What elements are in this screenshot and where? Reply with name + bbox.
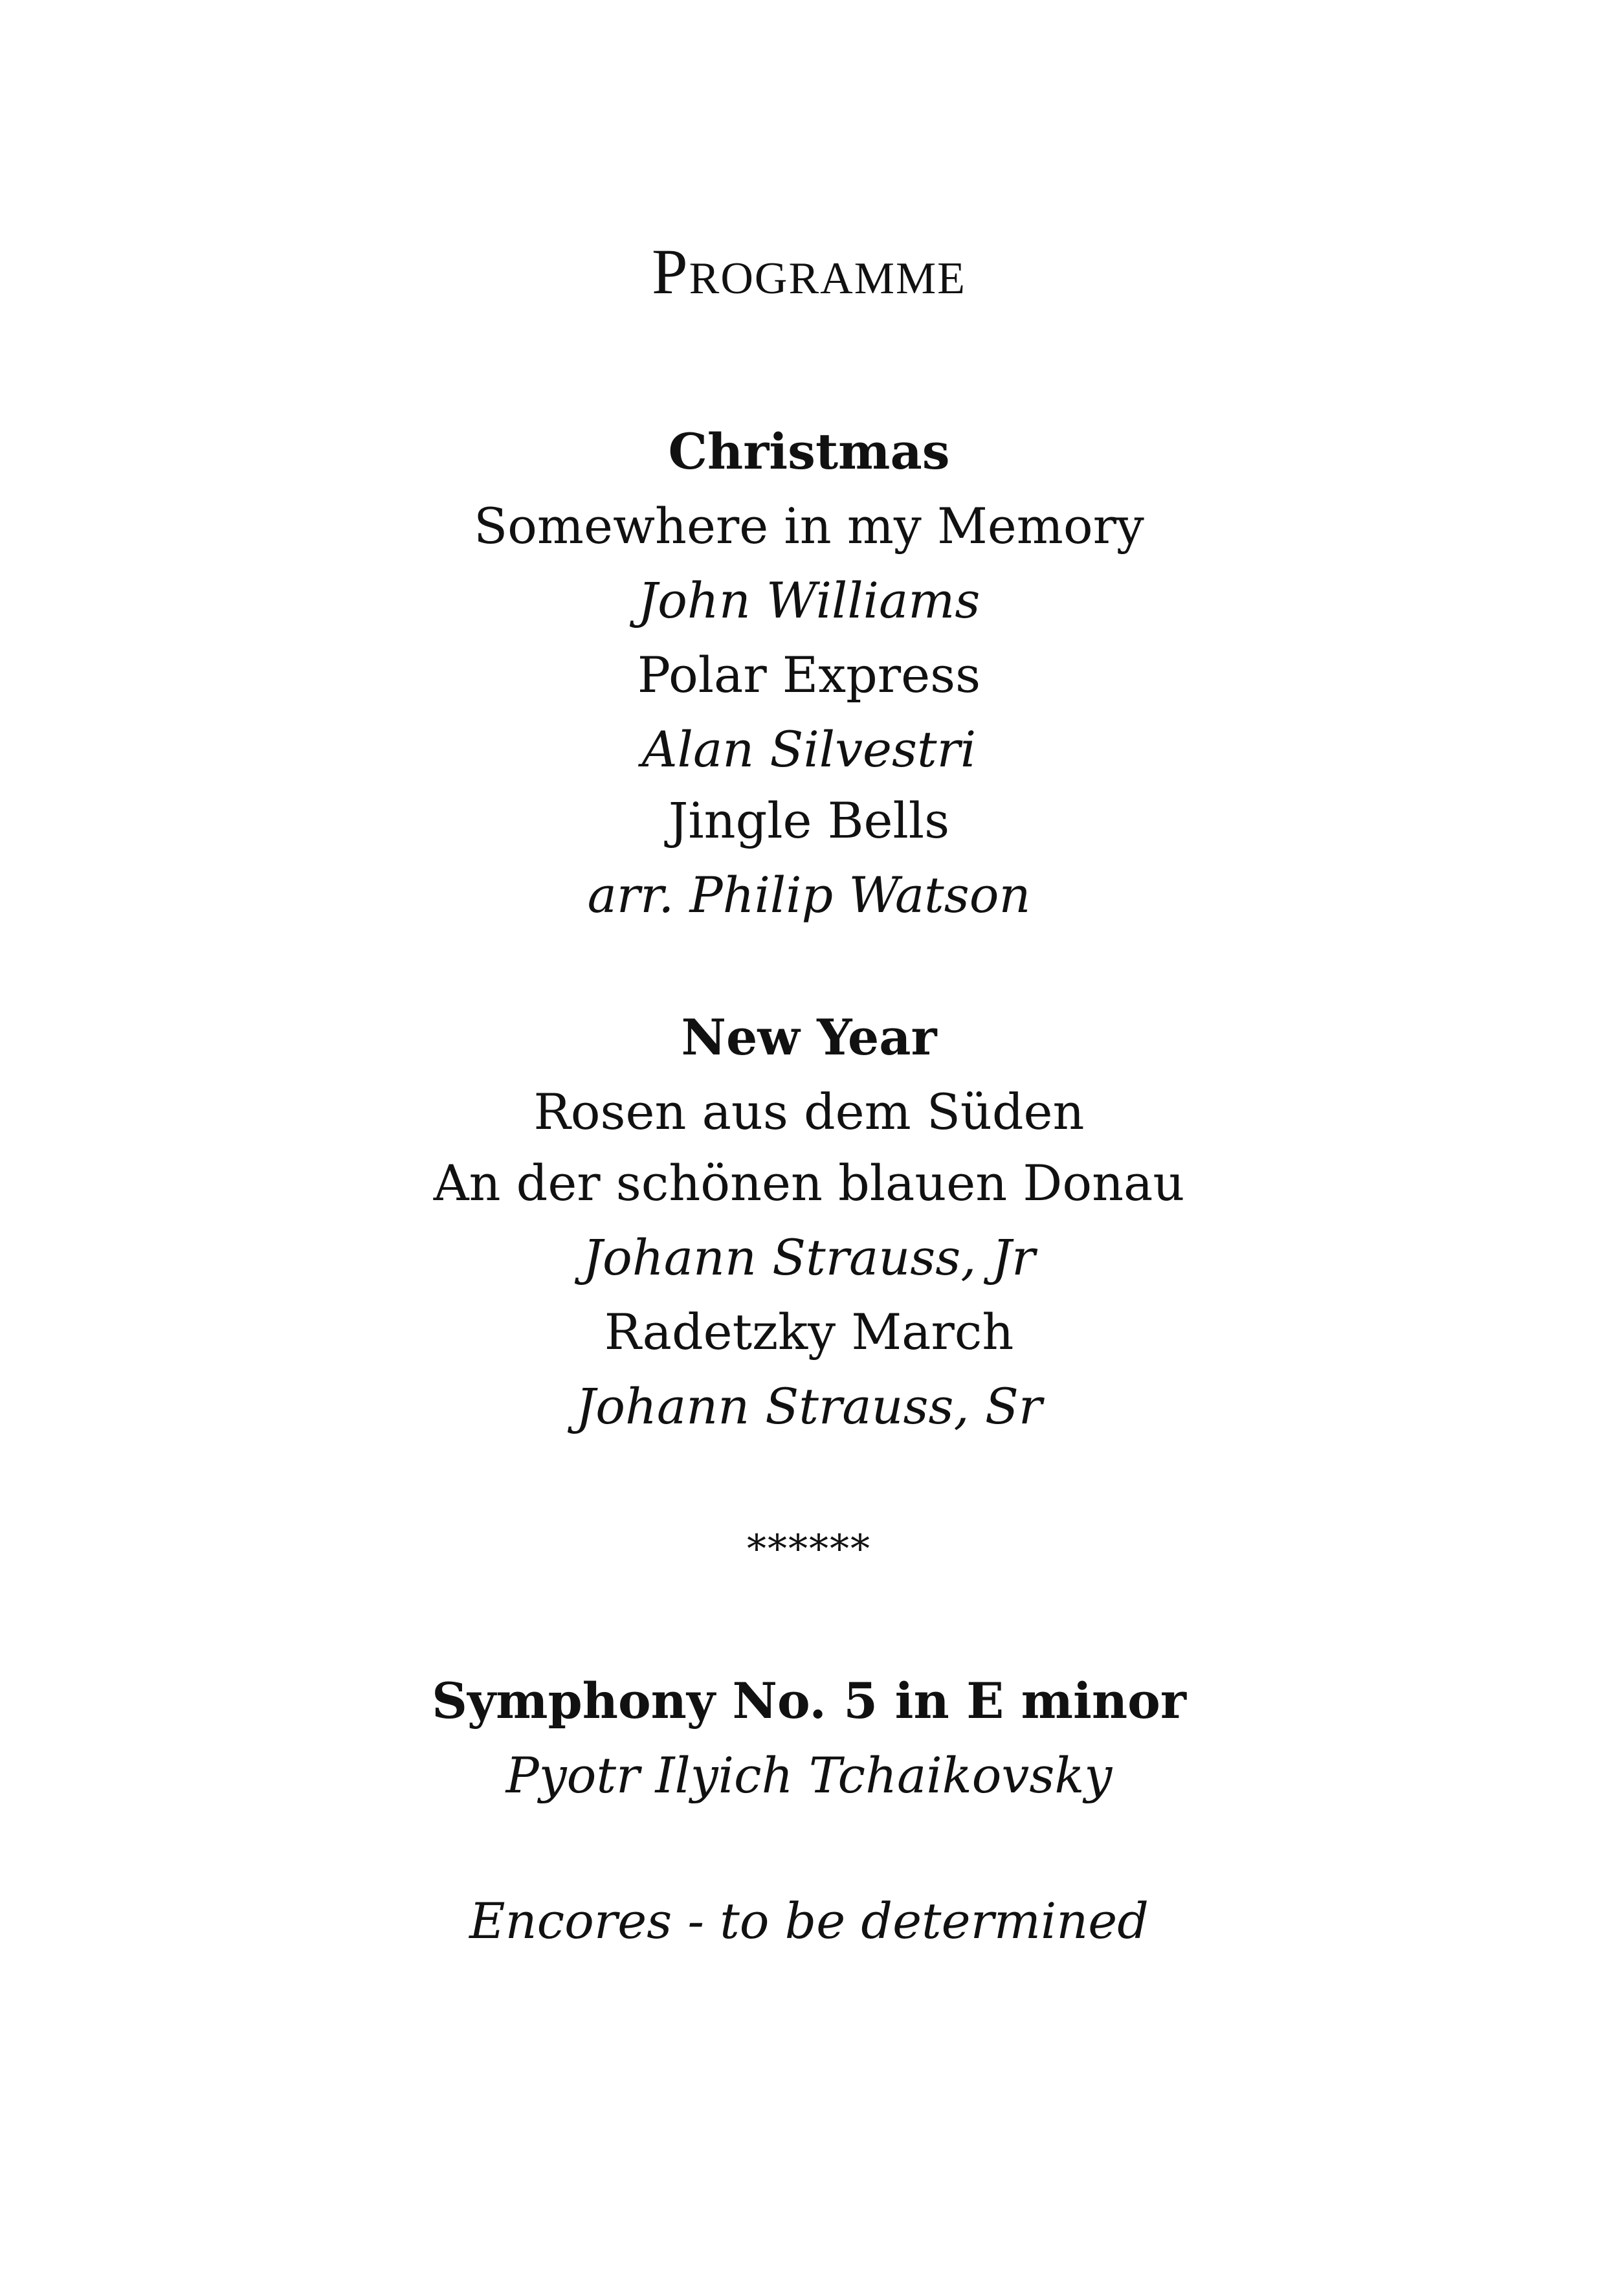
main-work-title: Symphony No. 5 in E minor	[432, 1672, 1186, 1730]
composer-name: John Williams	[637, 572, 981, 629]
piece-title: Rosen aus dem Süden	[533, 1083, 1085, 1141]
section-heading-christmas: Christmas	[668, 423, 950, 480]
piece-title: Somewhere in my Memory	[474, 497, 1144, 555]
piece-title: An der schönen blauen Donau	[433, 1154, 1185, 1212]
piece-title: Radetzky March	[604, 1303, 1014, 1361]
composer-name: arr. Philip Watson	[587, 866, 1031, 924]
page-title: Programme	[652, 236, 966, 307]
composer-name: Alan Silvestri	[641, 720, 977, 778]
section-separator: ******	[747, 1526, 871, 1572]
composer-name: Johann Strauss, Jr	[582, 1229, 1036, 1286]
main-work-composer: Pyotr Ilyich Tchaikovsky	[505, 1746, 1113, 1804]
section-heading-new-year: New Year	[681, 1009, 937, 1066]
encores-note: Encores - to be determined	[469, 1892, 1149, 1950]
piece-title: Polar Express	[637, 646, 981, 704]
composer-name: Johann Strauss, Sr	[575, 1377, 1043, 1435]
piece-title: Jingle Bells	[668, 792, 950, 849]
